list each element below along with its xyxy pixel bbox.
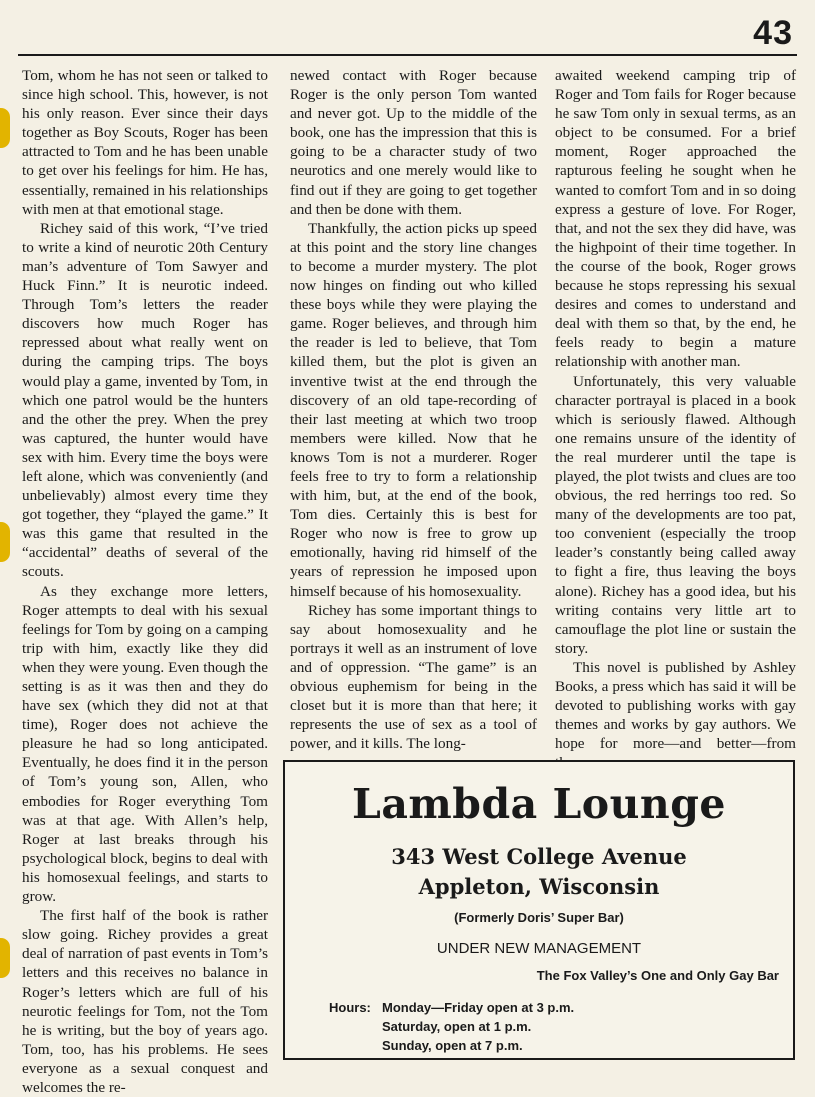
hours-saturday: Saturday, open at 1 p.m. (382, 1019, 532, 1034)
ad-title: Lambda Lounge (352, 780, 726, 828)
lambda-lounge-advertisement (283, 760, 795, 1060)
hours-label: Hours: (329, 1000, 371, 1015)
binding-hole-top (0, 108, 10, 148)
article-column-2 (290, 66, 537, 753)
header-rule (18, 54, 797, 56)
paragraph: As they exchange more letters, Roger attempts to deal with his sexual feelings for Tom by going on a camping trip with him, exactly like they did when they were young. Even though the setting is as it was then and they do have sex (which they did not at that time), Roger does not achieve the pleasure he had so long anticipated. Eventually, he does find it in the person of Tom’s young son, Allen, who embodies for Roger everything Tom was at that age. With Allen’s help, Roger at last breaks through his psychological block, begins to deal with his homosexual feelings, and starts to grow. (22, 582, 268, 906)
paragraph: The first half of the book is rather slow going. Richey provides a great deal of narration of past events in Tom’s letters and this receives no balance in Roger’s letters which are full of his neurotic feelings for Tom, not the Tom he is writing, but the boy of years ago. Tom, too, has his problems. He sees everyone as a sexual conquest and welcomes the re- (22, 907, 268, 1096)
page-number: 43 (753, 14, 793, 52)
ad-management-notice: UNDER NEW MANAGEMENT (436, 940, 642, 957)
ad-city: Appleton, Wisconsin (418, 874, 660, 899)
ad-hours (329, 998, 574, 1055)
paragraph: Tom, whom he has not seen or talked to since high school. This, however, is not his only reason. Ever since their days together as Boy Scouts, Roger has been attracted to Tom and he has been unable to get over his feelings for him. He has, essentially, remained in his relationships with men at that emotional stage. (22, 67, 268, 218)
article-column-3 (555, 66, 796, 772)
binding-hole-bottom (0, 938, 10, 978)
paragraph: Richey said of this work, “I’ve tried to write a kind of neurotic 20th Century man’s adventure of Tom Sawyer and Huck Finn.” It is neurotic indeed. Through Tom’s letters the reader discovers how much Roger has repressed about what really went on during the camping trips. The boys would play a game, invented by Tom, in which one patrol would be the hunters and the other the prey. When the prey was captured, the hunter would have sex with him. Every time the boys were left alone, which was conveniently (and unbelievably) almost every time they got together, they “played the game.” It was this game that resulted in the “accidental” deaths of several of the scouts. (22, 219, 268, 581)
paragraph: Thankfully, the action picks up speed at this point and the story line changes to become a murder mystery. The plot now hinges on finding out who killed these boys while they were playing the game. Roger believes, and through him the reader is led to believe, that Tom killed them, but the plot is given an inventive twist at the end through the discovery of an old tape-recording of their last meeting at which two troop members were killed. Now that he knows Tom is not a murderer. Roger feels free to try to form a relationship with him, but, at the end of the book, Tom dies. Certainly this is best for Roger who now is free to grow up emotionally, having rid himself of the years of repression he imposed upon himself because of his homosexuality. (290, 219, 537, 600)
ad-tagline: The Fox Valley’s One and Only Gay Bar (536, 968, 779, 983)
ad-former-name: (Formerly Doris’ Super Bar) (454, 910, 624, 925)
paragraph: awaited weekend camping trip of Roger and Tom fails for Roger because he saw Tom only in sexual terms, as an object to be consumed. For a brief moment, Roger approached the rapturous feeling he sought when he wanted to comfort Tom and in so doing express a gesture of love. For Roger, that, and not the sex they did have, was the highpoint of their time together. In the course of the book, Roger grows because he stops repressing his sexual desires and comes to understand and deal with them so that, by the end, he feels ready to begin a mature relationship with another man. (555, 67, 796, 371)
paragraph: This novel is published by Ashley Books, a press which has said it will be devoted to publishing works with gay themes and works by gay authors. We hope for more—and better—from (555, 658, 796, 753)
hours-sunday: Sunday, open at 7 p.m. (382, 1038, 523, 1053)
article-column-1 (22, 66, 268, 1097)
paragraph: Unfortunately, this very valuable character portrayal is placed in a book which is seriously flawed. Although one remains unsure of the identity of the real murderer until the tape is played, the plot twists and clues are too obvious, the red herrings too red. So many of the developments are too pat, too convenient (especially the troop leader’s constantly being called away to fight a fire, thus leaving the boys alone). Richey has a good idea, but his writing contains very little art to camouflage the plot line or sustain the story. (555, 372, 796, 657)
paragraph: newed contact with Roger because Roger is the only person Tom wanted and never got. Up to the middle of the book, one has the impression that this is going to be a character study of two neurotics and one merely would like to find out if they are going to get together and then be done with them. (290, 67, 537, 218)
paragraph: Richey has some important things to say about homosexuality and he portrays it well as an instrument of love and of oppression. “The game” is an obvious euphemism for being in the closet but it is more than that here; it represents the use of sex as a tool of power, and it kills. The long- (290, 601, 537, 753)
hours-weekday: Monday—Friday open at 3 p.m. (382, 1000, 575, 1015)
ad-address: 343 West College Avenue (391, 844, 687, 869)
binding-hole-middle (0, 522, 10, 562)
